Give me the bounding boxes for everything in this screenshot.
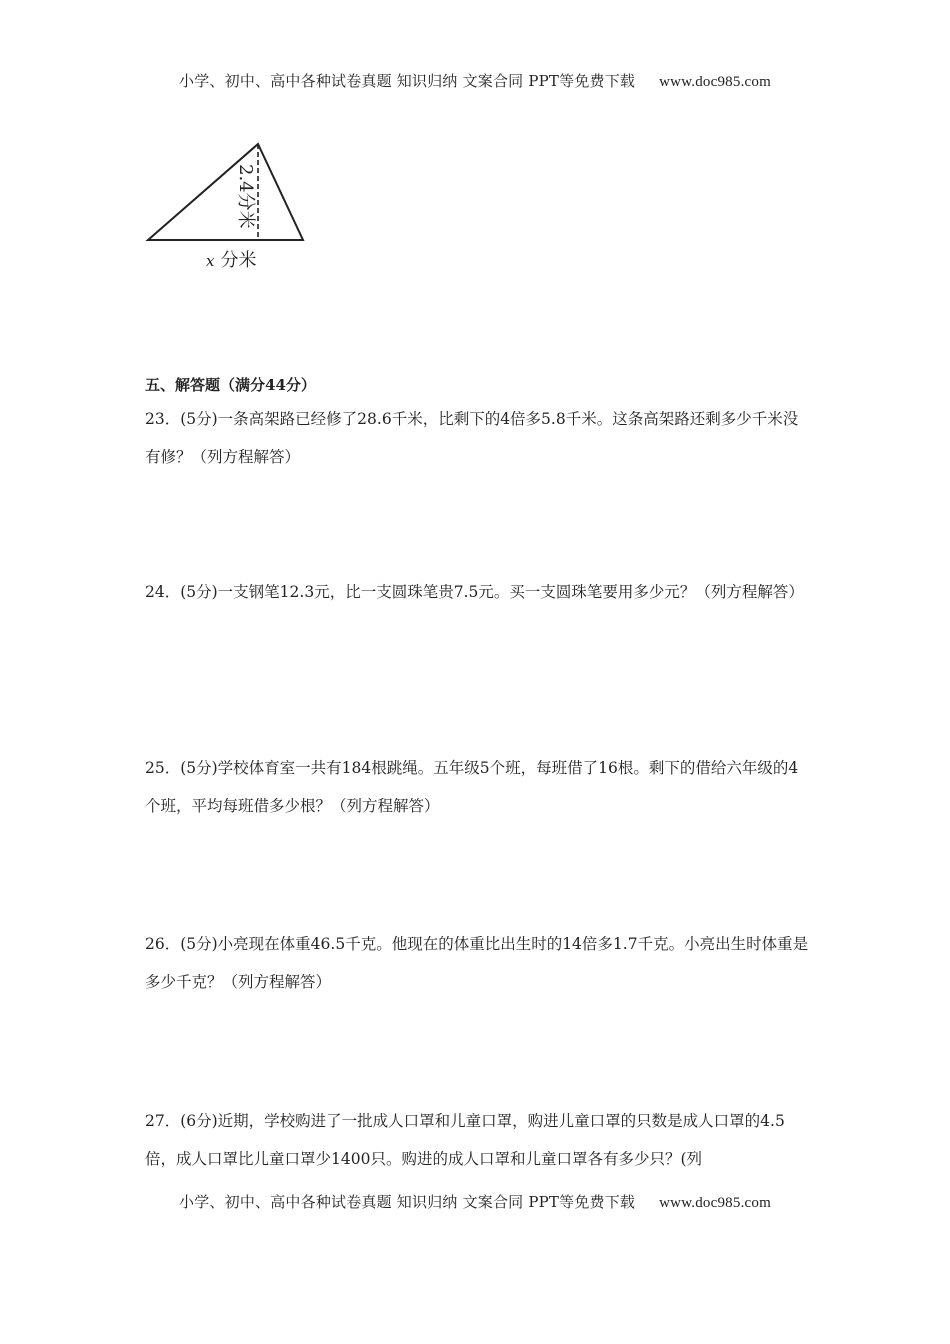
base-label — [206, 250, 256, 271]
question-24: 24．(5分)一支钢笔12.3元，比一支圆珠笔贵7.5元。买一支圆珠笔要用多少元？（列方程解答） — [145, 583, 804, 601]
question-25: 25．(5分)学校体育室一共有184根跳绳。五年级5个班，每班借了16根。剩下的借给六年级的4个班，平均每班借多少根？（列方程解答） — [145, 759, 799, 815]
base-label-unit: 分米 — [220, 250, 257, 271]
header-url[interactable]: www.doc985.com — [659, 74, 771, 90]
page-footer — [0, 1191, 950, 1212]
question-27: 27．(6分)近期，学校购进了一批成人口罩和儿童口罩，购进儿童口罩的只数是成人口罩的4.5倍，成人口罩比儿童口罩少1400只。购进的成人口罩和儿童口罩各有多少只？(列 — [145, 1112, 785, 1168]
footer-url[interactable]: www.doc985.com — [659, 1195, 771, 1211]
base-label-var: x — [206, 252, 215, 270]
triangle-figure — [140, 138, 320, 278]
triangle-shape — [148, 144, 303, 240]
triangle-diagram — [140, 138, 320, 278]
page-header — [0, 70, 950, 91]
question-23: 23．(5分)一条高架路已经修了28.6千米，比剩下的4倍多5.8千米。这条高架路还剩多少千米没有修？（列方程解答） — [145, 410, 799, 466]
question-26: 26．(5分)小亮现在体重46.5千克。他现在的体重比出生时的14倍多1.7千克。小亮出生时体重是多少千克？（列方程解答） — [145, 935, 809, 991]
section-title: 五、解答题（满分44分） — [145, 376, 316, 394]
height-label: 2.4分米 — [235, 164, 256, 229]
header-text: 小学、初中、高中各种试卷真题 知识归纳 文案合同 PPT等免费下载 — [179, 72, 636, 90]
footer-text: 小学、初中、高中各种试卷真题 知识归纳 文案合同 PPT等免费下载 — [179, 1193, 636, 1211]
